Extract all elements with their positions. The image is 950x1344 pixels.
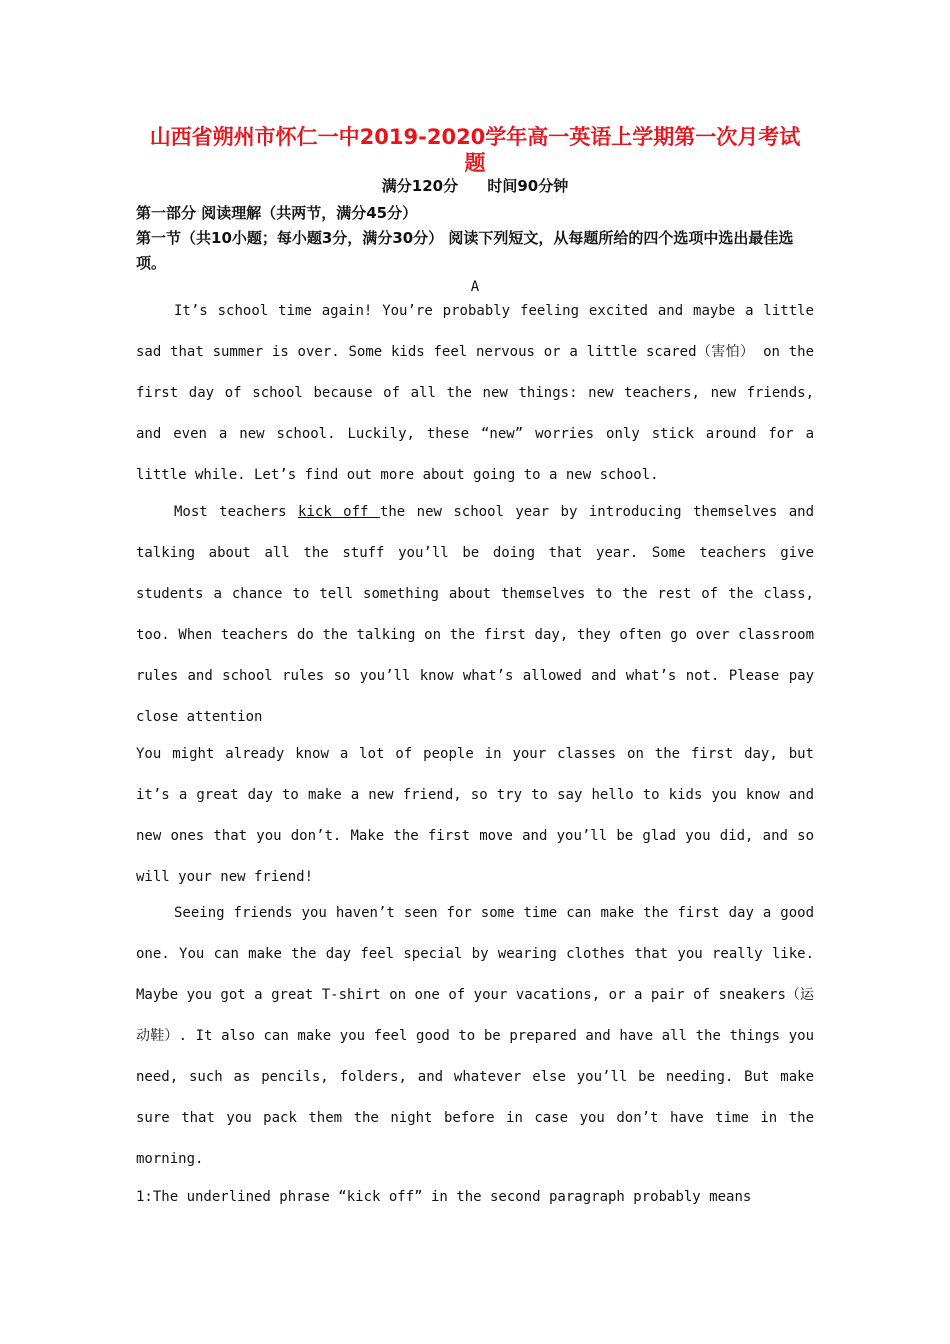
question-1: 1:The underlined phrase “kick off” in the second paragraph probably means — [136, 1189, 752, 1205]
paragraph-2-rest: the new school year by introducing themselves and talking about all the stuff you’ll be doing that year. Some teachers give students a chance to tell something about themselves to the rest of the class, too. When teachers do the talking on the first day, they often go over classroom rules and school rules so you’ll know what’s allowed and what’s not. Please pay close attention — [136, 504, 814, 725]
paragraph-2-start: Most teachers — [174, 504, 299, 520]
passage-paragraph-1: It’s school time again! You’re probably feeling excited and maybe a little sad that summer is over. Some kids feel nervous or a little scared（害怕） on the first day of school because of all the new things: new teachers, new friends, and even a new school. Luckily, these “new” worries only stick around for a little while. Let’s find out more about going to a new school. — [136, 303, 814, 483]
document-title: 山西省朔州市怀仁一中2019-2020学年高一英语上学期第一次月考试 — [149, 125, 801, 149]
passage-paragraph-3: You might already know a lot of people in your classes on the first day, but it’s a great day to make a new friend, so try to say hello to kids you know and new ones that you don’t. Make the first move and you’ll be glad you did, and so will your new friend! — [136, 746, 814, 885]
document-title-continued: 题 — [464, 151, 486, 175]
passage-paragraph-2 — [136, 492, 814, 738]
section-heading: 第一节（共10小题；每小题3分，满分30分） 阅读下列短文，从每题所给的四个选项中选出最佳选项。 — [136, 229, 794, 272]
underlined-phrase: kick off — [298, 504, 380, 520]
passage-paragraph-4: Seeing friends you haven’t seen for some time can make the first day a good one. You can make the day feel special by wearing clothes that you really like. Maybe you got a great T-shirt on one of your vacations, or a pair of sneakers（运动鞋）. It also can make you feel good to be prepared and have all the things you need, such as pencils, folders, and whatever else you’ll be needing. But make sure that you pack them the night before in case you don’t have time in the morning. — [136, 905, 814, 1167]
part-heading: 第一部分 阅读理解（共两节，满分45分） — [136, 204, 418, 222]
exam-meta: 满分120分 时间90分钟 — [381, 177, 569, 195]
passage-label: A — [470, 279, 480, 295]
